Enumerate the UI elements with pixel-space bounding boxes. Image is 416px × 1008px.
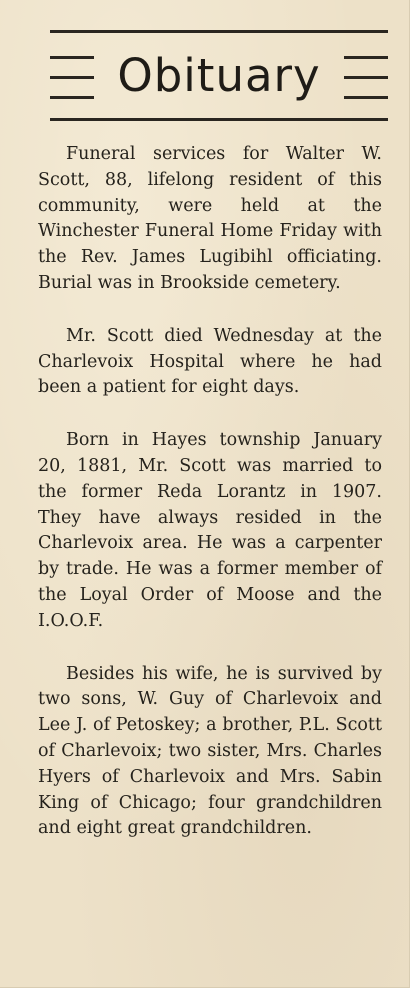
top-rule [50,30,388,33]
article-body [38,142,382,842]
paragraph-funeral-services: Funeral services for Walter W. Scott, 88, lifelong resident of this community, were held at the Winchester Funeral Home Friday with the Rev. James Lugibihl officiating. Burial was in Brookside cemetery. [38,144,382,293]
bottom-rule [50,118,388,121]
right-dash-ornament [344,50,388,102]
left-dash-ornament [50,50,94,102]
obituary-masthead [50,40,388,112]
paragraph-biography: Born in Hayes township January 20, 1881, Mr. Scott was married to the former Reda Lorantz in 1907. They have always resided in the Charlevoix area. He was a carpenter by trade. He was a former member of the Loyal Order of Moose and the I.O.O.F. [38,430,382,631]
paragraph-survivors: Besides his wife, he is survived by two sons, W. Guy of Charlevoix and Lee J. of Petoskey; a brother, P.L. Scott of Charlevoix; two sister, Mrs. Charles Hyers of Charlevoix and Mrs. Sabin King of Chicago; four grandchildren and eight great grandchildren. [38,663,382,839]
paragraph-death: Mr. Scott died Wednesday at the Charlevoix Hospital where he had been a patient for eight days. [38,325,382,398]
headline: Obituary [117,49,321,102]
